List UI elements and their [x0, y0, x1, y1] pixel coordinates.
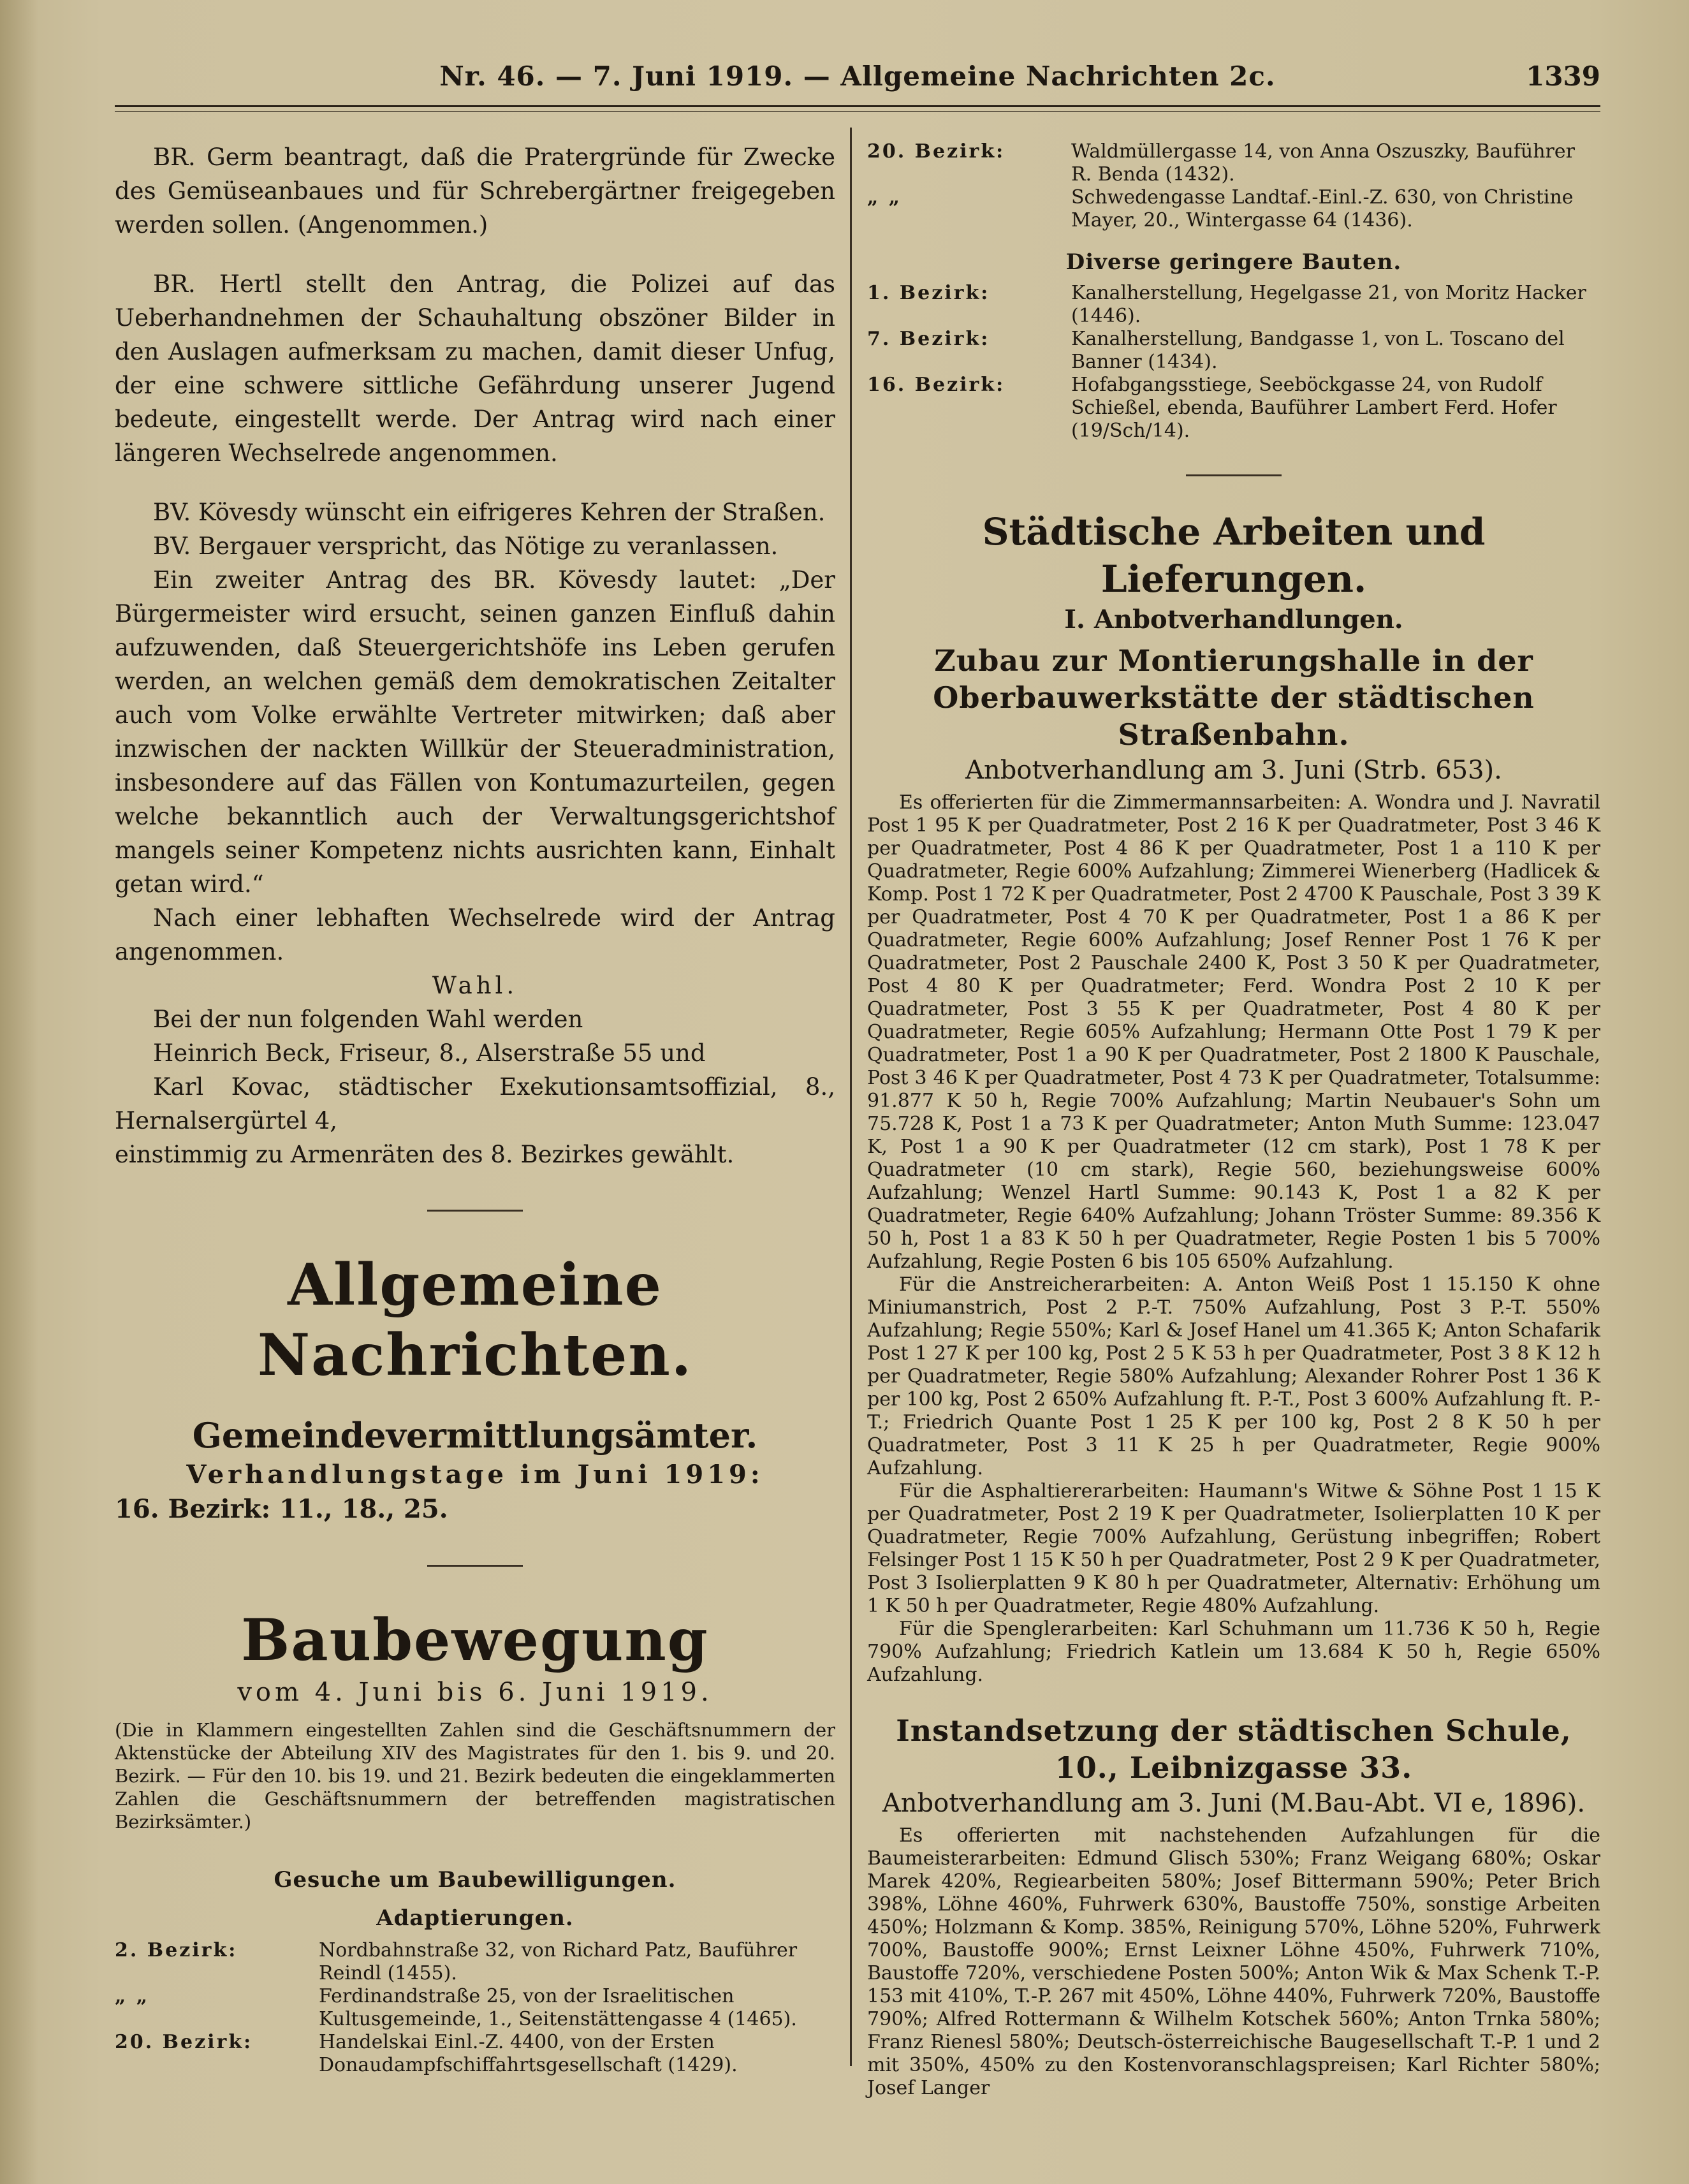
list-item: [867, 328, 1600, 374]
paragraph: Für die Asphaltiererarbeiten: Haumann's Witwe & Söhne Post 1 15 K per Quadratmeter, Post 2 19 K per Quadratmeter, Isolierplatten 10 K per Quadratmeter, Regie 700% Aufzahlung, Gerüstung inbegriffen; Robert Felsinger Post 1 15 K 50 h per Quadratmeter, Post 2 9 K per Quadratmeter, Post 3 Isolierplatten 9 K 80 h per Quadratmeter, Alternativ: Erhöhung um 1 K 50 h per Quadratmeter, Regie 480% Aufzahlung.: [867, 1480, 1600, 1617]
district-label: „ „: [115, 1985, 149, 2007]
page-edge-shadow: [0, 0, 38, 2184]
header-rule: [115, 105, 1600, 112]
district-label: 2. Bezirk:: [115, 1939, 238, 1961]
left-column: [115, 140, 835, 2077]
paragraph: Es offerierten für die Zimmermannsarbeiten: A. Wondra und J. Navratil Post 1 95 K per Quadratmeter, Post 2 16 K per Quadratmeter, Post 3 46 K per Quadratmeter, Post 4 86 K per Quadratmeter, Post 1 a 110 K per Quadratmeter, Regie 600% Aufzahlung; Zimmerei Wienerberg (Hadlicek & Komp. Post 1 72 K per Quadratmeter, Post 2 4700 K Pauschale, Post 3 39 K per Quadratmeter, Post 4 70 K per Quadratmeter, Post 1 a 86 K per Quadratmeter, Regie 600% Aufzahlung; Josef Renner Post 1 76 K per Quadratmeter, Post 2 Pauschale 2400 K, Post 3 50 K per Quadratmeter, Post 4 80 K per Quadratmeter; Ferd. Wondra Post 2 10 K per Quadratmeter, Post 3 55 K per Quadratmeter, Post 4 80 K per Quadratmeter, Regie 605% Aufzahlung; Hermann Otte Post 1 79 K per Quadratmeter, Post 1 a 90 K per Quadratmeter, Post 2 1800 K Pauschale, Post 3 46 K per Quadratmeter, Post 4 73 K per Quadratmeter, Totalsumme: 91.877 K 50 h, Regie 700% Aufzahlung; Martin Neubauer's Sohn um 75.728 K, Post 1 a 73 K per Quadratmeter; Anton Muth Summe: 123.047 K, Post 1 a 90 K per Quadratmeter (12 cm stark), Post 1 78 K per Quadratmeter (10 cm stark), Regie 560, beziehungsweise 600% Aufzahlung; Wenzel Hartl Summe: 90.143 K, Post 1 a 82 K per Quadratmeter, Regie 640% Aufzahlung; Johann Tröster Summe: 89.356 K 50 h, Post 1 a 83 K 50 h per Quadratmeter, Regie Posten 1 bis 5 700% Aufzahlung, Regie Posten 6 bis 105 650% Aufzahlung.: [867, 791, 1600, 1273]
paragraph: BV. Kövesdy wünscht ein eifrigeres Kehren der Straßen.: [153, 499, 826, 526]
entry-text: Ferdinandstraße 25, von der Israelitischen Kultusgemeinde, 1., Seitenstättengasse 4 (1465).: [319, 1985, 797, 2030]
diverse-heading: Diverse geringere Bauten.: [1065, 249, 1402, 275]
section-rule: [427, 1565, 523, 1567]
district-label: 1. Bezirk:: [867, 282, 990, 304]
list-item: [115, 1985, 835, 2031]
district-label: „ „: [867, 186, 902, 209]
right-column: [867, 140, 1600, 2100]
adaptierungen-heading: Adaptierungen.: [376, 1905, 574, 1931]
list-item: [867, 140, 1600, 186]
gv-days: Verhandlungstage im Juni 1919:: [186, 1460, 764, 1490]
list-item: [115, 2031, 835, 2077]
paragraph: BR. Hertl stellt den Antrag, die Polizei auf das Ueberhandnehmen der Schauhaltung obszöner Bilder in den Auslagen aufmerksam zu machen, damit dieser Unfug, der eine schwere sittliche Gefährdung unserer Jugend bedeute, eingestellt werde. Der Antrag wird nach einer längeren Wechselrede angenommen.: [115, 270, 835, 467]
article-title: Zubau zur Montierungshalle in der Oberbauwerkstätte der städtischen Straßenbahn.: [933, 643, 1535, 752]
baubewegung-title: Baubewegung: [241, 1606, 709, 1674]
entry-text: Schwedengasse Landtaf.-Einl.-Z. 630, von Christine Mayer, 20., Wintergasse 64 (1436).: [1071, 186, 1574, 231]
district-label: 20. Bezirk:: [867, 140, 1005, 163]
entry-text: Hofabgangsstiege, Seeböckgasse 24, von Rudolf Schießel, ebenda, Bauführer Lambert Ferd. Hofer (19/Sch/14).: [1071, 374, 1557, 442]
entry-text: Nordbahnstraße 32, von Richard Patz, Bauführer Reindl (1455).: [319, 1939, 798, 1984]
running-title: Nr. 46. — 7. Juni 1919. — Allgemeine Nachrichten 2c.: [439, 61, 1276, 92]
wahl-heading: Wahl.: [432, 972, 518, 999]
subsection-title: Gemeindevermittlungsämter.: [192, 1415, 758, 1456]
baubewegung-note: (Die in Klammern eingestellten Zahlen sind die Geschäftsnummern der Aktenstücke der Abteilung XIV des Magistrates für den 1. bis 9. und 20. Bezirk. — Für den 10. bis 19. und 21. Bezirk bedeuten die eingeklammerten Zahlen die Geschäftsnummern der betreffenden magistratischen Bezirksämter.): [115, 1719, 835, 1833]
section-title: Städtische Arbeiten und Lieferungen.: [982, 510, 1486, 601]
section-title: Allgemeine Nachrichten.: [257, 1251, 693, 1389]
paragraph: BV. Bergauer verspricht, das Nötige zu veranlassen.: [153, 532, 779, 560]
page-number: 1339: [1526, 61, 1600, 92]
paragraph: Nach einer lebhaften Wechselrede wird der Antrag angenommen.: [115, 904, 835, 965]
section-rule: [1186, 474, 1282, 476]
section-rule: [427, 1210, 523, 1212]
paragraph: BR. Germ beantragt, daß die Pratergründe für Zwecke des Gemüseanbaues und für Schrebergärtner freigegeben werden sollen. (Angenommen.): [115, 143, 835, 238]
paragraph: Karl Kovac, städtischer Exekutionsamtsoffizial, 8., Hernalsergürtel 4,: [115, 1073, 835, 1134]
article-title: Instandsetzung der städtischen Schule, 10., Leibnizgasse 33.: [896, 1713, 1572, 1785]
district-label: 20. Bezirk:: [115, 2031, 253, 2053]
column-divider: [850, 128, 852, 2066]
entry-text: Kanalherstellung, Hegelgasse 21, von Moritz Hacker (1446).: [1071, 282, 1586, 327]
list-item: [867, 374, 1600, 443]
article-subtitle: Anbotverhandlung am 3. Juni (M.Bau-Abt. VI e, 1896).: [882, 1789, 1586, 1818]
list-item: [115, 1939, 835, 1985]
entry-text: Waldmüllergasse 14, von Anna Oszuszky, Bauführer R. Benda (1432).: [1071, 140, 1575, 186]
page-header: [115, 61, 1600, 118]
gv-district: 16. Bezirk: 11., 18., 25.: [115, 1494, 448, 1524]
paragraph: einstimmig zu Armenräten des 8. Bezirkes gewählt.: [115, 1141, 735, 1168]
paragraph: Für die Spenglerarbeiten: Karl Schuhmann um 11.736 K 50 h, Regie 790% Aufzahlung; Friedrich Katlein um 13.684 K 50 h, Regie 650% Aufzahlung.: [867, 1618, 1600, 1686]
list-item: [867, 282, 1600, 328]
entry-text: Kanalherstellung, Bandgasse 1, von L. Toscano del Banner (1434).: [1071, 328, 1565, 373]
paragraph: Es offerierten mit nachstehenden Aufzahlungen für die Baumeisterarbeiten: Edmund Glisch 530%; Franz Weigang 680%; Oskar Marek 420%, Regiearbeiten 580%; Josef Bittermann 590%; Peter Brich 398%, Löhne 460%, Fuhrwerk 630%, Baustoffe 750%, sonstige Arbeiten 450%; Holzmann & Komp. 385%, Reinigung 570%, Löhne 520%, Fuhrwerk 700%, Baustoffe 900%; Ernst Leixner Löhne 450%, Fuhrwerk 710%, Baustoffe 720%, verschiedene Posten 500%; Anton Wik & Max Schenk T.-P. 153 mit 410%, T.-P. 267 mit 450%, Löhne 440%, Fuhrwerk 720%, Baustoffe 790%; Alfred Rottermann & Wilhelm Kotschek 560%; Anton Trnka 580%; Franz Rienesl 580%; Deutsch-österreichische Baugesellschaft T.-P. 1 und 2 mit 350%, 450% zu den Kostenvoranschlagspreisen; Karl Richter 580%; Josef Langer: [867, 1824, 1600, 2099]
paragraph: Für die Anstreicherarbeiten: A. Anton Weiß Post 1 15.150 K ohne Miniumanstrich, Post 2 P.-T. 750% Aufzahlung, Post 3 P.-T. 550% Aufzahlung; Regie 550%; Karl & Josef Hanel um 41.365 K; Anton Schafarik Post 1 27 K per 100 kg, Post 2 5 K 53 h per Quadratmeter, Post 3 8 K 12 h per Quadratmeter, Regie 580% Aufzahlung; Alexander Rohrer Post 1 36 K per 100 kg, Post 2 650% Aufzahlung ft. P.-T., Post 3 600% Aufzahlung ft. P.-T.; Friedrich Quante Post 1 25 K per 100 kg, Post 2 8 K 50 h per Quadratmeter, Post 3 11 K 25 h per Quadratmeter, Regie 900% Aufzahlung.: [867, 1273, 1600, 1479]
baubewegung-dates: vom 4. Juni bis 6. Juni 1919.: [237, 1678, 713, 1707]
paragraph: Heinrich Beck, Friseur, 8., Alserstraße 55 und: [153, 1039, 706, 1067]
paragraph: Ein zweiter Antrag des BR. Kövesdy lautet: „Der Bürgermeister wird ersucht, seinen ganzen Einfluß dahin aufzuwenden, daß Steuergerichtshöfe ins Leben gerufen werden, an welchen gemäß dem demokratischen Zeitalter auch vom Volke erwählte Vertreter mitwirken; daß aber inzwischen der nackten Willkür der Steueradministration, insbesondere auf das Fällen von Kontumazurteilen, gegen welche bekanntlich auch der Verwaltungsgerichtshof mangels seiner Kompetenz nichts ausrichten kann, Einhalt getan wird.“: [115, 566, 835, 898]
gesuche-heading: Gesuche um Baubewilligungen.: [274, 1867, 676, 1893]
list-item: [867, 186, 1600, 232]
district-label: 16. Bezirk:: [867, 374, 1005, 396]
section-subtitle: I. Anbotverhandlungen.: [1064, 605, 1403, 634]
article-subtitle: Anbotverhandlung am 3. Juni (Strb. 653).: [965, 756, 1502, 785]
district-label: 7. Bezirk:: [867, 328, 990, 350]
entry-text: Handelskai Einl.-Z. 4400, von der Ersten Donaudampfschiffahrtsgesellschaft (1429).: [319, 2031, 738, 2076]
paragraph: Bei der nun folgenden Wahl werden: [153, 1006, 583, 1033]
